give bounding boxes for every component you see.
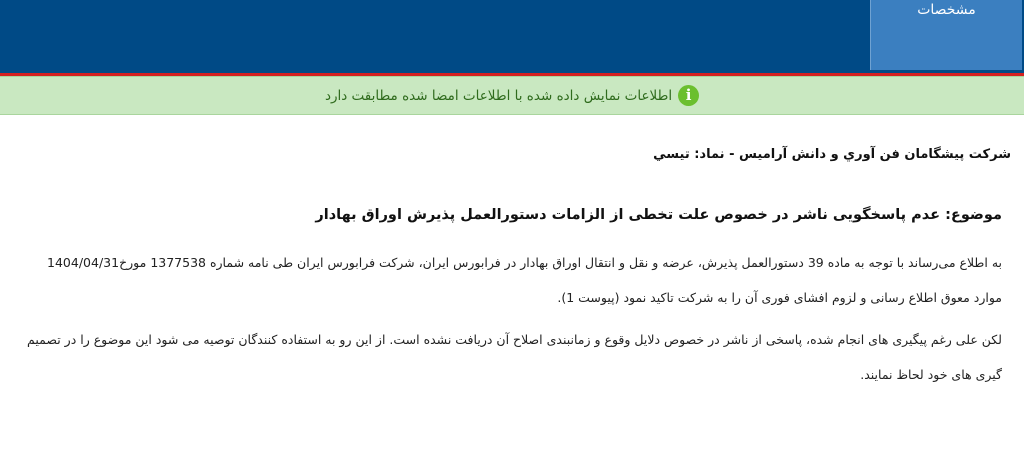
tab-specifications[interactable] — [870, 0, 1022, 70]
verification-message: اطلاعات نمایش داده شده با اطلاعات امضا شده مطابقت دارد — [324, 87, 673, 104]
top-header-bar — [0, 0, 1024, 73]
info-icon: i — [678, 85, 699, 106]
announcement-subject: موضوع: عدم پاسخگویی ناشر در خصوص علت تخطی از الزامات دستورالعمل پذیرش اوراق بهادار — [315, 207, 1002, 223]
company-title: شرکت پیشگامان فن آوري و دانش آرامیس - نماد: تیسي — [653, 147, 1011, 162]
announcement-paragraph-2: لکن علی رغم پیگیری های انجام شده، پاسخی از ناشر در خصوص دلایل وقوع و زمانبندی اصلاح آن دریافت نشده است. از این رو به استفاده کنندگان توصیه می شود این موضوع را در تصمیم گیری های خود لحاظ نمایند. — [27, 332, 1002, 382]
verification-notice — [0, 76, 1024, 115]
announcement-paragraph-1: به اطلاع می‌رساند با توجه به ماده 39 دستورالعمل پذیرش، عرضه و نقل و انتقال اوراق بهادار در فرابورس ایران، شرکت فرابورس ایران طی نامه شماره 1377538 مورخ1404/04/31 موارد معوق اطلاع رسانی و لزوم افشای فوری آن را به شرکت تاکید نمود (پیوست 1). — [47, 255, 1002, 305]
tab-specifications-label: مشخصات — [917, 2, 976, 18]
